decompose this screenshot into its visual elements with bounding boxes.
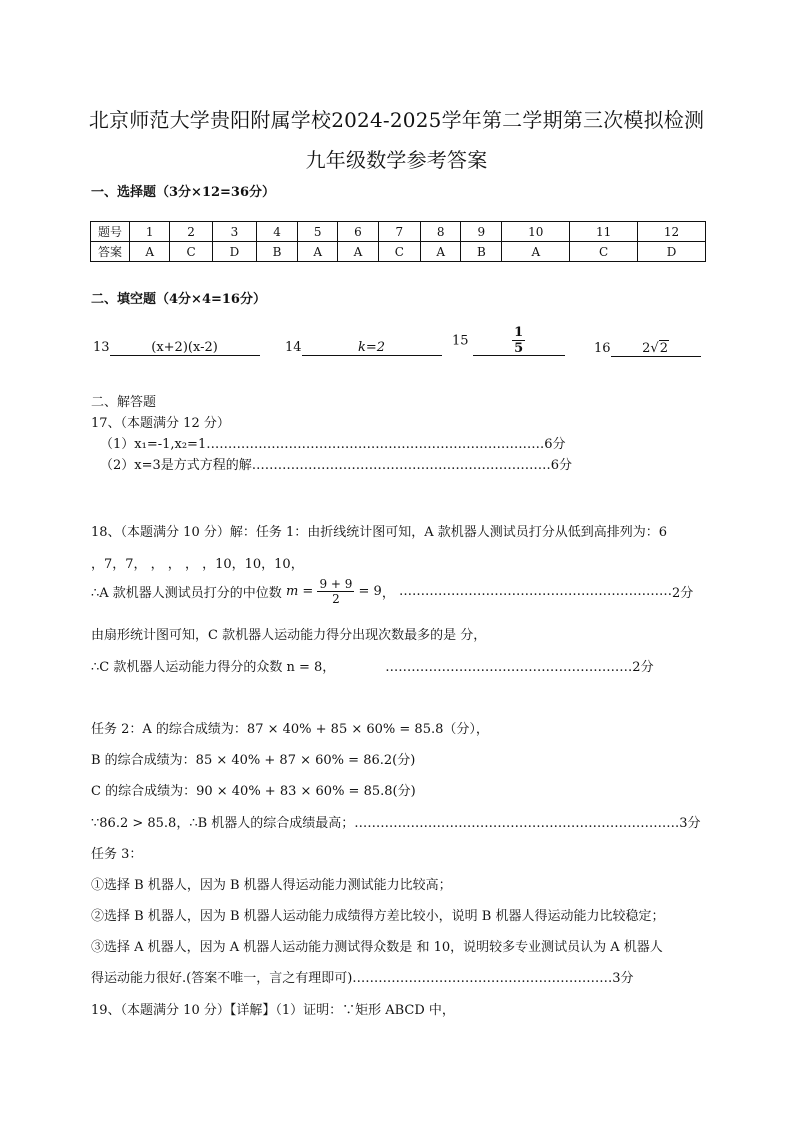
answer-cell: A: [298, 242, 338, 262]
q18-task3-option3: ③选择 A 机器人，因为 A 机器人运动能力测试得众数是 和 10，说明较多专业测试员认为 A 机器人: [91, 940, 663, 955]
choice-answer-table: [90, 221, 706, 262]
q18-mode-score: 2分: [632, 660, 654, 675]
dot-leader: ……………………………………………………………………: [206, 437, 545, 452]
question-number-cell: 4: [257, 222, 298, 242]
answer-cell: A: [421, 242, 461, 262]
q17-part2: [100, 454, 572, 473]
question-number-cell: 11: [570, 222, 638, 242]
q18-task3-note: 得运动能力很好.(答案不唯一，言之有理即可): [91, 971, 353, 986]
q14-number: 14: [285, 340, 302, 355]
fill-q15: [452, 326, 565, 356]
q18-median-line: [91, 578, 693, 605]
q17-part1-text: （1）x₁=-1,x₂=1: [100, 437, 207, 452]
answer-cell: C: [170, 242, 212, 262]
q18-median-score: 2分: [671, 586, 694, 601]
fill-q16: [594, 340, 701, 357]
question-number-cell: 5: [298, 222, 338, 242]
section-fill-heading: 二、填空题（4分×4=16分）: [91, 292, 266, 307]
q13-number: 13: [93, 340, 110, 355]
q18-task3-score: 3分: [612, 971, 634, 986]
q18-task2-line2: B 的综合成绩为：85 × 40% + 87 × 60% = 86.2(分): [91, 753, 416, 768]
dot-leader: …………………………………………………: [385, 660, 633, 675]
q18-mode-text: ∴C 款机器人运动能力得分的众数 n = 8，: [91, 660, 336, 675]
q18-mode-line: [91, 656, 654, 675]
dot-leader: ……………………………………………………………: [251, 458, 551, 473]
table-row: [91, 242, 706, 262]
question-number-cell: 7: [378, 222, 420, 242]
q18-task3-option3-cont: [91, 967, 634, 986]
question-number-cell: 6: [338, 222, 378, 242]
answer-cell: C: [378, 242, 420, 262]
question-number-cell: 1: [130, 222, 170, 242]
q19-line1: 19、（本题满分 10 分）【详解】（1）证明：∵矩形 ABCD 中，: [91, 1003, 455, 1018]
question-number-cell: 10: [502, 222, 570, 242]
q15-denominator: 5: [514, 341, 524, 356]
question-number-cell: 3: [212, 222, 256, 242]
q15-fraction: [512, 326, 525, 355]
q17-part2-text: （2）x=3是方式方程的解: [100, 458, 252, 473]
q18-median-text: ∴A 款机器人测试员打分的中位数: [91, 586, 282, 601]
q16-answer: 2√2: [611, 340, 701, 357]
q18-task3-option1: ①选择 B 机器人，因为 B 机器人得运动能力测试能力比较高；: [91, 878, 452, 893]
q18-median-var: m =: [285, 584, 314, 599]
q18-median-denominator: 2: [332, 592, 340, 606]
answer-cell: D: [212, 242, 256, 262]
dot-leader: ………………………………………………………: [398, 584, 672, 599]
q18-task2-conclusion: ∵86.2 > 85.8，∴B 机器人的综合成绩最高；: [91, 816, 355, 831]
question-number-cell: 12: [638, 222, 706, 242]
answer-cell: B: [257, 242, 298, 262]
table-row: [91, 222, 706, 242]
q17-part1-score: 6分: [544, 437, 566, 452]
q14-answer: k=2: [302, 340, 442, 356]
q18-line2: ，7，7， ， ， ， ，10，10，10，: [91, 557, 304, 572]
q16-number: 16: [594, 341, 611, 356]
q18-median-result: = 9: [358, 584, 382, 599]
fill-q14: [285, 340, 442, 356]
answer-cell: A: [130, 242, 170, 262]
q18-task2-line3: C 的综合成绩为：90 × 40% + 83 × 60% = 85.8(分): [91, 784, 416, 799]
q17-part1: [100, 433, 566, 452]
question-number-cell: 9: [461, 222, 502, 242]
dot-leader: ……………………………………………………: [352, 971, 613, 986]
q17-heading: 17、（本题满分 12 分）: [91, 416, 230, 431]
section-solve-heading: 二、解答题: [91, 395, 157, 410]
answer-cell: A: [502, 242, 570, 262]
document-title: 北京师范大学贵阳附属学校2024-2025学年第二学期第三次模拟检测: [88, 108, 705, 132]
q18-line4: 由扇形统计图可知，C 款机器人运动能力得分出现次数最多的是 分，: [91, 628, 487, 643]
q18-median-numerator: 9 + 9: [319, 577, 353, 591]
q18-median-fraction: [317, 578, 354, 605]
document-subtitle: 九年级数学参考答案: [305, 148, 488, 172]
q18-task3-option2: ②选择 B 机器人，因为 B 机器人运动能力成绩得方差比较小，说明 B 机器人得运动能力比较稳定；: [91, 909, 665, 924]
dot-leader: …………………………………………………………………: [354, 816, 680, 831]
answer-cell: C: [570, 242, 638, 262]
question-number-cell: 8: [421, 222, 461, 242]
question-number-cell: 2: [170, 222, 212, 242]
answer-cell: B: [461, 242, 502, 262]
q16-coefficient: 2: [642, 341, 651, 356]
q18-task3-heading: 任务 3：: [91, 847, 143, 862]
q18-median-tail: ，: [381, 586, 395, 601]
q18-line1: 18、（本题满分 10 分）解：任务 1：由折线统计图可知，A 款机器人测试员打分从低到高排列为：6: [91, 525, 668, 540]
answer-cell: D: [638, 242, 706, 262]
q18-task2-score: 3分: [679, 816, 701, 831]
q18-task2-line1: 任务 2：A 的综合成绩为：87 × 40% + 85 × 60% = 85.8（分），: [91, 722, 489, 737]
q16-radicand: 2: [659, 341, 668, 356]
section-choice-heading: 一、选择题（3分×12=36分）: [91, 185, 276, 200]
answer-cell: A: [338, 242, 378, 262]
table-header-cell: 答案: [91, 242, 130, 262]
q17-part2-score: 6分: [550, 458, 573, 473]
table-header-cell: 题号: [91, 222, 130, 242]
q18-task2-line4: [91, 812, 701, 831]
q15-number: 15: [452, 333, 469, 349]
fill-q13: [93, 340, 260, 356]
q15-numerator: 1: [514, 325, 524, 340]
q13-answer: (x+2)(x-2): [110, 340, 260, 356]
